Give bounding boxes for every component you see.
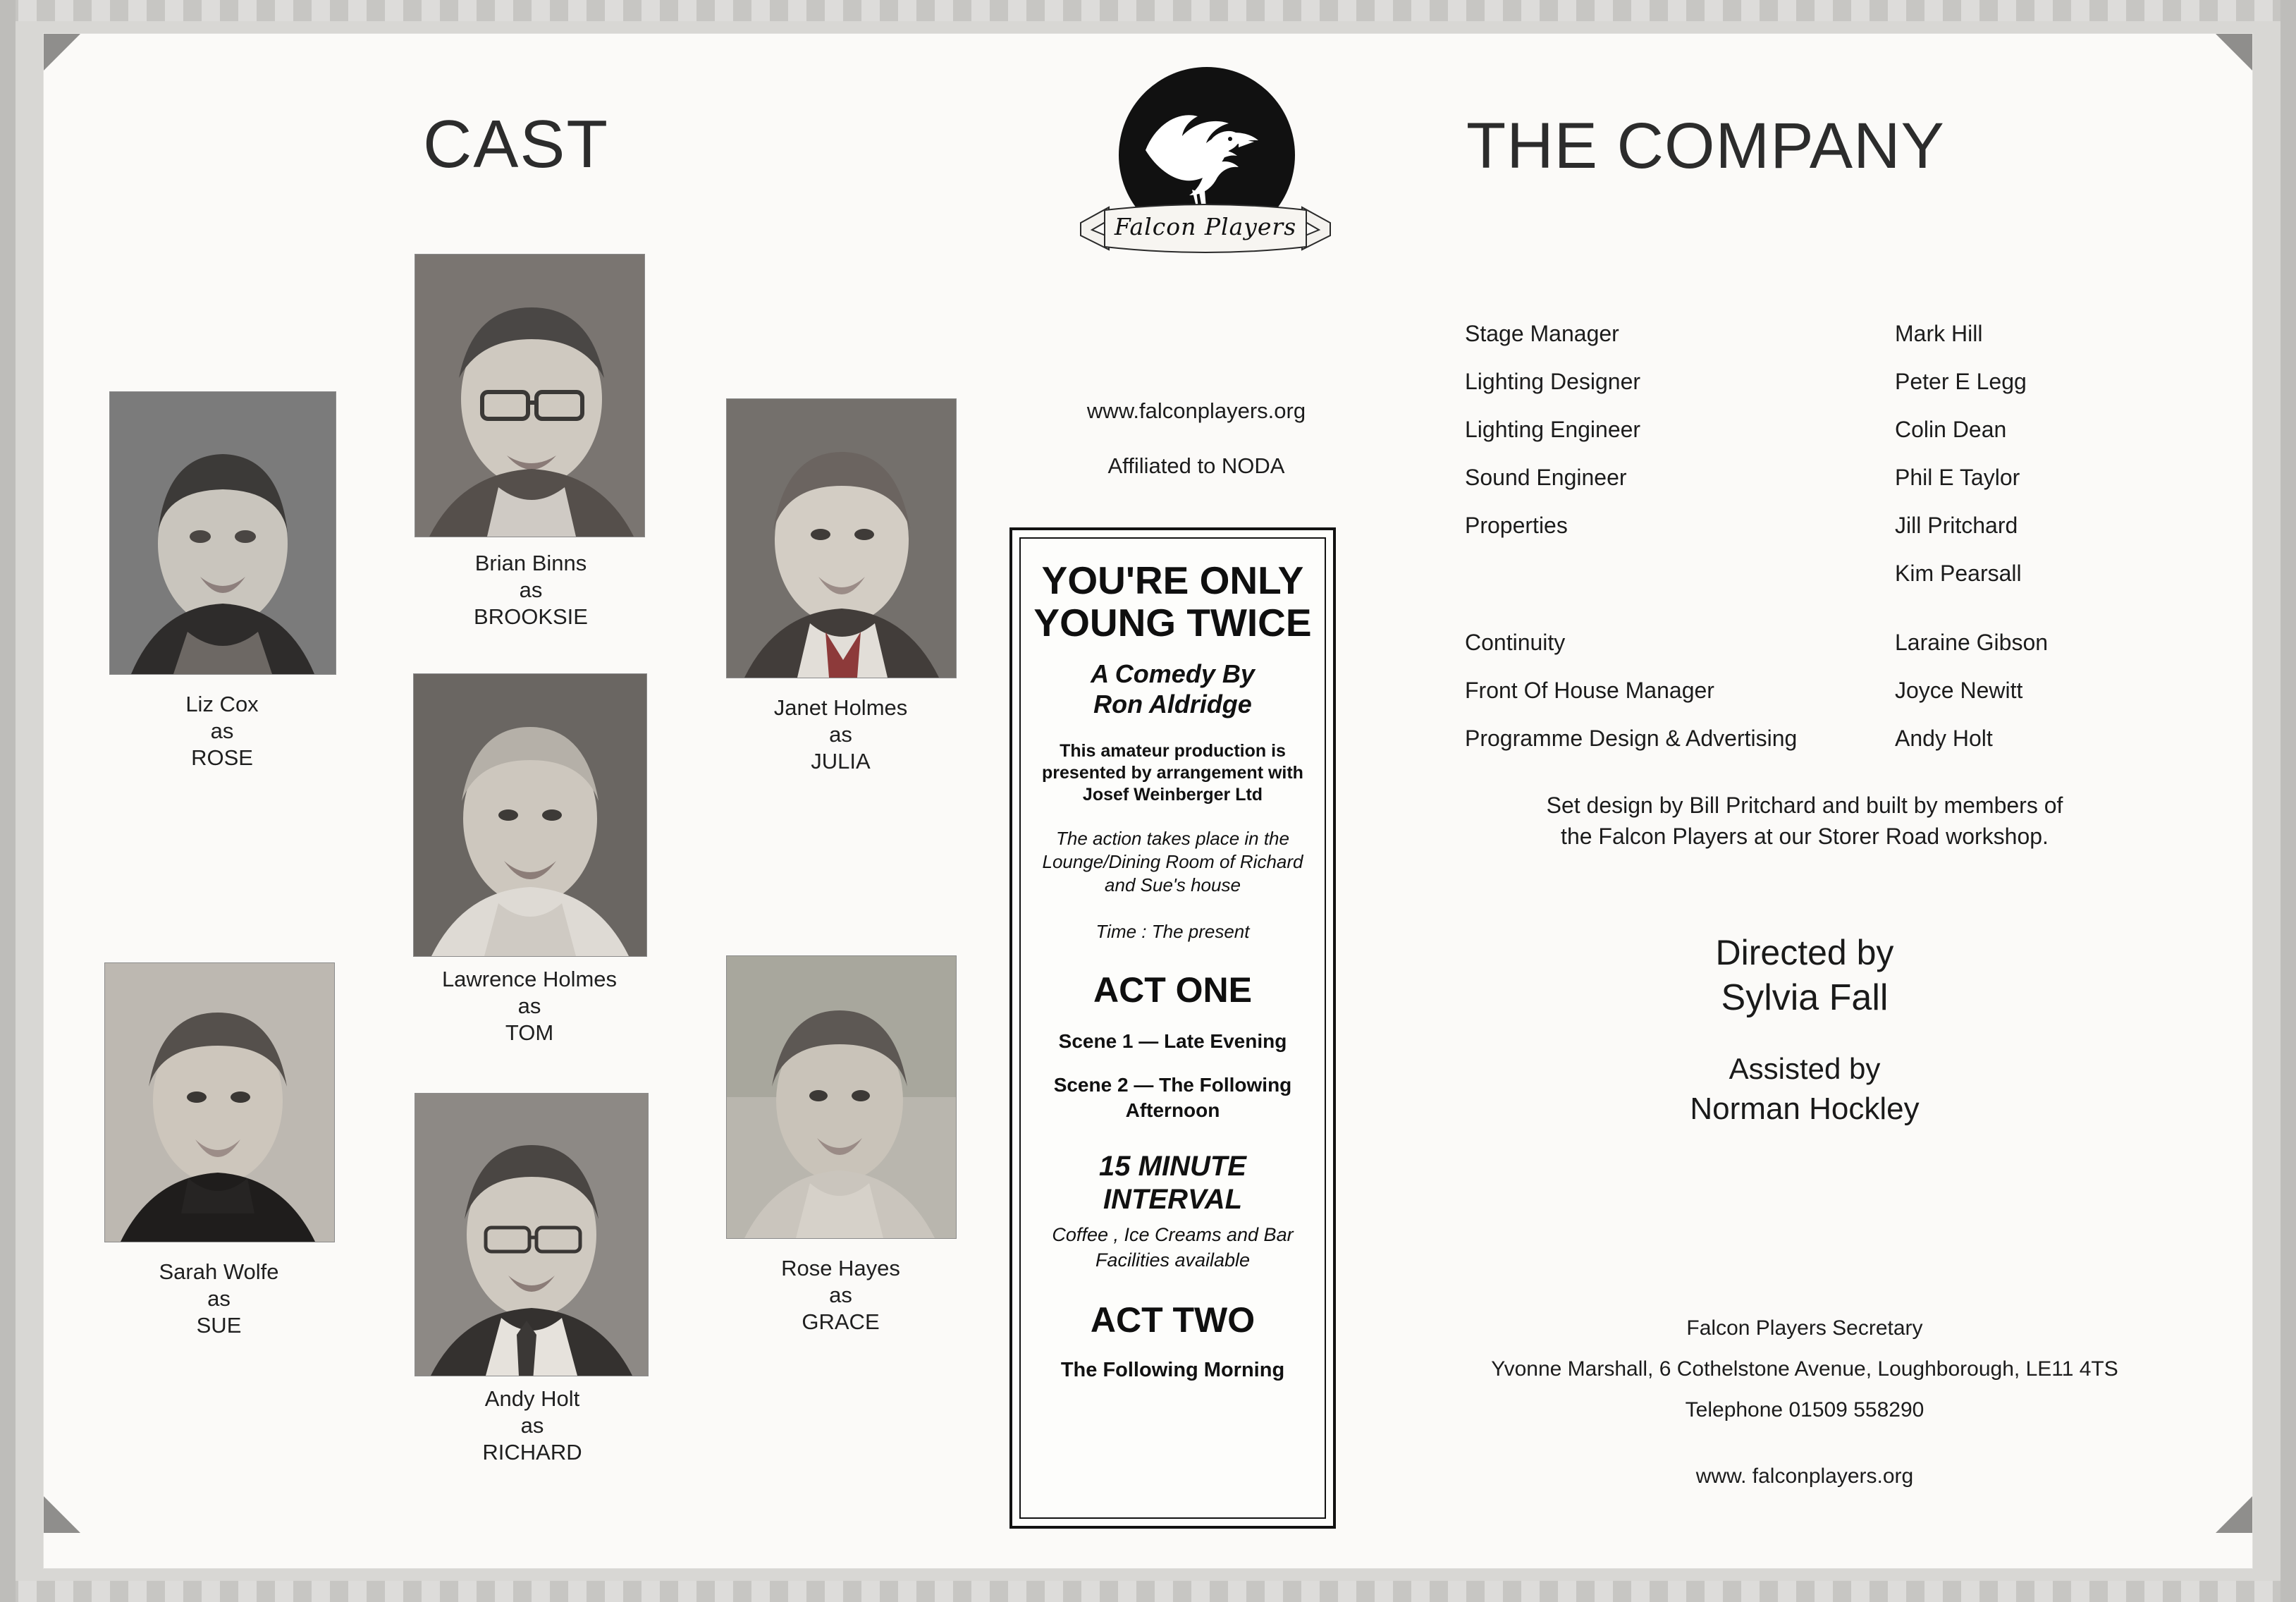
crew-row xyxy=(1465,369,2170,395)
cast-caption-liz-cox: Liz Cox as ROSE xyxy=(185,692,259,770)
crew-role: Lighting Engineer xyxy=(1465,417,1641,442)
crew-name: Jill Pritchard xyxy=(1895,513,2018,538)
interval-note: Coffee , Ice Creams and Bar Facilities available xyxy=(1052,1224,1294,1271)
company-heading: THE COMPANY xyxy=(1466,110,1945,182)
act-one-scene-1: Scene 1 — Late Evening xyxy=(1058,1030,1287,1052)
secretary-details xyxy=(1410,1308,2199,1497)
crew-name: Peter E Legg xyxy=(1895,369,2027,394)
logo-website[interactable]: www.falconplayers.org xyxy=(1086,398,1306,423)
crew-row xyxy=(1465,513,2170,539)
crew-row xyxy=(1465,561,2170,587)
scan-edge-right xyxy=(2280,0,2296,1602)
logo-affiliation: Affiliated to NODA xyxy=(1107,453,1285,478)
crew-role: Front Of House Manager xyxy=(1465,678,1714,703)
act-one-scene-2: Scene 2 — The Following Afternoon xyxy=(1053,1074,1292,1121)
assisted-by-label: Assisted by xyxy=(1729,1052,1881,1085)
scan-edge-bottom xyxy=(0,1581,2296,1602)
interval-heading: 15 MINUTE INTERVAL xyxy=(1099,1151,1246,1215)
cast-photo-rose-hayes xyxy=(726,955,957,1239)
crew-name: Laraine Gibson xyxy=(1895,630,2049,655)
production-time-note: Time : The present xyxy=(1095,921,1250,942)
crew-role: Programme Design & Advertising xyxy=(1465,726,1798,751)
crew-row xyxy=(1465,417,2170,443)
cast-caption-sarah-wolfe: Sarah Wolfe as SUE xyxy=(159,1259,279,1338)
cast-photo-sarah-wolfe xyxy=(104,962,335,1242)
crew-role: Sound Engineer xyxy=(1465,465,1627,490)
crew-name: Mark Hill xyxy=(1895,321,1983,346)
crew-row xyxy=(1465,726,2170,752)
cast-caption-brian-binns: Brian Binns as BROOKSIE xyxy=(474,551,588,629)
set-design-line2: the Falcon Players at our Storer Road workshop. xyxy=(1561,824,2049,849)
act-two-scene: The Following Morning xyxy=(1060,1359,1285,1381)
crew-name: Andy Holt xyxy=(1895,726,1993,751)
crew-row xyxy=(1465,678,2170,704)
cast-caption-janet-holmes: Janet Holmes as JULIA xyxy=(773,695,908,774)
production-title-line1: YOU'RE ONLY xyxy=(1041,558,1304,602)
crew-spacer xyxy=(1465,609,2170,630)
production-panel xyxy=(1009,527,1336,1529)
cast-photo-andy-holt xyxy=(415,1093,649,1376)
assistant-name: Norman Hockley xyxy=(1690,1092,1920,1126)
cast-photo-liz-cox xyxy=(109,391,336,675)
crew-row xyxy=(1465,630,2170,656)
crew-role: Lighting Designer xyxy=(1465,369,1641,394)
crew-row xyxy=(1465,321,2170,347)
crew-role xyxy=(1465,561,1895,587)
set-design-line1: Set design by Bill Pritchard and built by members of xyxy=(1546,793,2063,818)
crew-list xyxy=(1465,321,2170,774)
logo-company-name: Falcon Players xyxy=(1114,213,1297,240)
directed-by-label: Directed by xyxy=(1715,933,1894,972)
act-one-heading: ACT ONE xyxy=(1093,970,1252,1010)
crew-role: Stage Manager xyxy=(1465,321,1619,346)
secretary-address: Yvonne Marshall, 6 Cothelstone Avenue, Loughborough, LE11 4TS xyxy=(1491,1357,2118,1381)
production-title-line2: YOUNG TWICE xyxy=(1033,601,1312,644)
corner-mark-top-left xyxy=(44,34,80,71)
production-setting-note: The action takes place in the Lounge/Dining Room of Richard and Sue's house xyxy=(1042,828,1303,895)
cast-photo-janet-holmes xyxy=(726,398,957,678)
secretary-label: Falcon Players Secretary xyxy=(1686,1316,1923,1340)
crew-name: Colin Dean xyxy=(1895,417,2007,442)
falcon-players-logo xyxy=(1075,67,1336,300)
crew-role: Properties xyxy=(1465,513,1568,538)
crew-name: Kim Pearsall xyxy=(1895,561,2022,586)
company-website[interactable]: www. falconplayers.org xyxy=(1695,1465,1914,1488)
scan-edge-left xyxy=(0,0,16,1602)
crew-role: Continuity xyxy=(1465,630,1566,655)
direction-credits xyxy=(1431,931,2178,1130)
crew-name: Phil E Taylor xyxy=(1895,465,2020,490)
scan-edge-top xyxy=(0,0,2296,21)
act-two-heading: ACT TWO xyxy=(1090,1300,1256,1340)
director-name: Sylvia Fall xyxy=(1721,977,1889,1018)
production-subtitle-line2: Ron Aldridge xyxy=(1093,690,1252,719)
crew-name: Joyce Newitt xyxy=(1895,678,2023,703)
production-licence-note: This amateur production is presented by arrangement with Josef Weinberger Ltd xyxy=(1042,741,1303,805)
secretary-phone: Telephone 01509 558290 xyxy=(1685,1398,1924,1421)
corner-mark-top-right xyxy=(2216,34,2252,71)
corner-mark-bottom-left xyxy=(44,1496,80,1533)
cast-caption-andy-holt: Andy Holt as RICHARD xyxy=(482,1386,582,1465)
corner-mark-bottom-right xyxy=(2216,1496,2252,1533)
production-subtitle-line1: A Comedy By xyxy=(1091,659,1255,688)
set-design-credit xyxy=(1431,790,2178,852)
cast-caption-rose-hayes: Rose Hayes as GRACE xyxy=(781,1256,900,1334)
cast-caption-lawrence-holmes: Lawrence Holmes as TOM xyxy=(441,967,618,1045)
cast-photo-brian-binns xyxy=(415,254,645,537)
cast-heading: CAST xyxy=(423,106,610,182)
cast-photo-lawrence-holmes xyxy=(413,673,647,957)
crew-row xyxy=(1465,465,2170,491)
